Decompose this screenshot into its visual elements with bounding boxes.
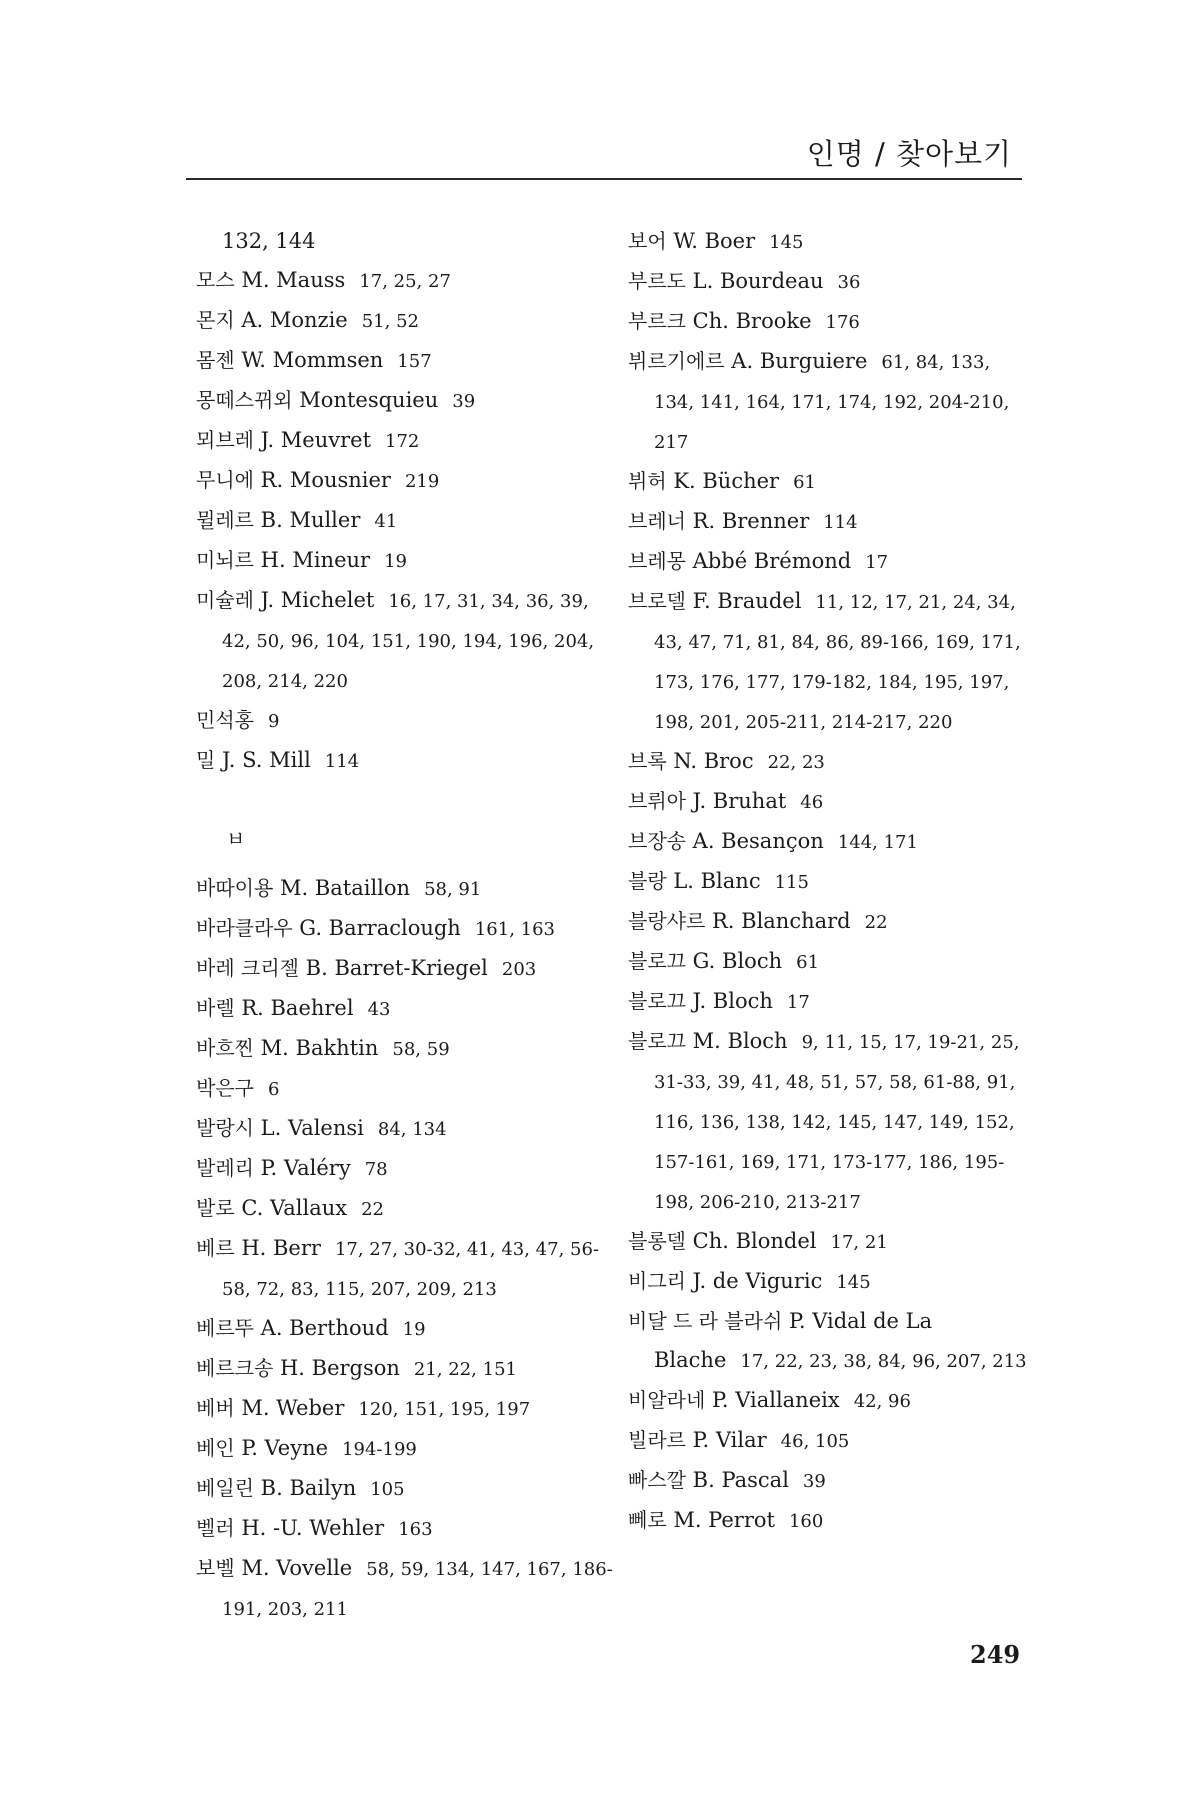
- entry-page-refs: 115: [774, 872, 809, 893]
- entry-page-refs: 22: [864, 912, 888, 933]
- section-letter: ㅂ: [226, 827, 246, 851]
- entry-original-name: A. Berthoud: [260, 1316, 389, 1340]
- entry-original-name: H. Berr: [241, 1236, 321, 1260]
- entry-korean-name: 발레리: [196, 1156, 254, 1180]
- entry-korean-name: 베르뚜: [196, 1316, 254, 1340]
- entry-korean-name: 미슐레: [196, 588, 254, 612]
- entry-page-refs: 58, 59: [392, 1039, 450, 1060]
- entry-page-refs: 21, 22, 151: [413, 1359, 517, 1380]
- entry-korean-name: 베일린: [196, 1476, 254, 1500]
- entry-korean-name: 브레몽: [628, 549, 686, 573]
- entry-original-name: Montesquieu: [299, 388, 439, 412]
- header-title: 인명 / 찾아보기: [806, 137, 1012, 171]
- index-entry: [628, 942, 1028, 982]
- entry-page-refs: 43: [367, 999, 391, 1020]
- index-entries-b: [196, 869, 616, 1629]
- entry-page-refs: 46, 105: [780, 1431, 850, 1452]
- entry-original-name: B. Muller: [260, 508, 361, 532]
- entry-page-refs: 172: [385, 431, 420, 452]
- entry-korean-name: 모스: [196, 268, 235, 292]
- entry-korean-name: 보어: [628, 229, 667, 253]
- entry-korean-name: 블랑샤르: [628, 909, 706, 933]
- index-entry: [628, 502, 1028, 542]
- entry-original-name: P. Viallaneix: [711, 1388, 840, 1412]
- entry-original-name: P. Vidal de La Blache: [654, 1309, 933, 1372]
- entry-original-name: M. Bakhtin: [260, 1036, 379, 1060]
- entry-page-refs: 58, 59, 134, 147, 167, 186-191, 203, 211: [222, 1559, 613, 1620]
- entry-korean-name: 바렐: [196, 996, 235, 1020]
- index-entry: [196, 1509, 616, 1549]
- index-entry: [196, 869, 616, 909]
- entry-page-refs: 203: [501, 959, 537, 980]
- entry-original-name: Abbé Brémond: [692, 549, 852, 573]
- index-entry: [628, 822, 1028, 862]
- index-entry: [628, 782, 1028, 822]
- index-entry: [196, 1109, 616, 1149]
- entry-korean-name: 뷔르기에르: [628, 349, 725, 373]
- index-entry: [196, 741, 616, 781]
- index-entry: [628, 1022, 1028, 1222]
- entry-page-refs: 144, 171: [837, 832, 918, 853]
- entry-page-refs: 17, 27, 30-32, 41, 43, 47, 56-58, 72, 83, 115, 207, 209, 213: [222, 1239, 599, 1300]
- entry-original-name: L. Valensi: [260, 1116, 364, 1140]
- entry-page-refs: 163: [398, 1519, 433, 1540]
- entry-korean-name: 브장송: [628, 829, 686, 853]
- entry-korean-name: 무니에: [196, 468, 254, 492]
- entry-page-refs: 176: [825, 312, 860, 333]
- entry-original-name: J. Michelet: [260, 588, 375, 612]
- index-entry: [196, 909, 616, 949]
- page-number: 249: [970, 1640, 1021, 1669]
- entry-korean-name: 비달 드 라 블라쉬: [628, 1309, 783, 1333]
- entry-korean-name: 뻬로: [628, 1508, 667, 1532]
- index-entry: [196, 261, 616, 301]
- entry-korean-name: 박은구: [196, 1076, 254, 1100]
- index-entry: [628, 1461, 1028, 1501]
- index-entry: [628, 222, 1028, 262]
- entry-original-name: P. Vilar: [692, 1428, 767, 1452]
- entry-original-name: G. Bloch: [692, 949, 783, 973]
- entry-original-name: M. Weber: [241, 1396, 345, 1420]
- index-entry: [628, 1222, 1028, 1262]
- entry-original-name: M. Perrot: [673, 1508, 775, 1532]
- entry-page-refs: 11, 12, 17, 21, 24, 34, 43, 47, 71, 81, 84, 86, 89-166, 169, 171, 173, 176, 177, 179-182, 184, 195, 197, 198, 201, 205-211, 214-217, 220: [654, 592, 1021, 733]
- index-entry: [196, 1349, 616, 1389]
- entry-page-refs: 41: [374, 511, 398, 532]
- entry-korean-name: 부르도: [628, 269, 686, 293]
- entry-original-name: W. Boer: [673, 229, 756, 253]
- entry-korean-name: 블로끄: [628, 949, 686, 973]
- entry-korean-name: 뷔허: [628, 469, 667, 493]
- entry-original-name: M. Bloch: [692, 1029, 788, 1053]
- entry-korean-name: 밀: [196, 748, 216, 772]
- entry-page-refs: 6: [267, 1079, 280, 1100]
- entry-korean-name: 블로끄: [628, 1029, 686, 1053]
- index-entry: [196, 1389, 616, 1429]
- entry-korean-name: 블롱델: [628, 1229, 686, 1253]
- entry-korean-name: 몽떼스뀌외: [196, 388, 293, 412]
- entry-korean-name: 빌라르: [628, 1428, 686, 1452]
- entry-page-refs: 22, 23: [767, 752, 825, 773]
- entry-original-name: Ch. Blondel: [692, 1229, 817, 1253]
- entry-korean-name: 발로: [196, 1196, 235, 1220]
- index-entry: [196, 701, 616, 741]
- entry-page-refs: 78: [364, 1159, 388, 1180]
- entry-page-refs: 157: [397, 351, 432, 372]
- entry-page-refs: 17, 21: [830, 1232, 888, 1253]
- entry-korean-name: 베인: [196, 1436, 235, 1460]
- entry-korean-name: 보벨: [196, 1556, 235, 1580]
- index-entry: [628, 1302, 1028, 1381]
- index-entry: [628, 462, 1028, 502]
- index-entry: [628, 302, 1028, 342]
- entry-korean-name: 미뇌르: [196, 548, 254, 572]
- left-column: [196, 222, 616, 1629]
- entry-korean-name: 비그리: [628, 1269, 686, 1293]
- entry-page-refs: 58, 91: [424, 879, 482, 900]
- entry-original-name: P. Veyne: [241, 1436, 329, 1460]
- entry-korean-name: 바라클라우: [196, 916, 293, 940]
- entry-page-refs: 145: [836, 1272, 871, 1293]
- index-entry: [196, 1029, 616, 1069]
- index-entry: [196, 541, 616, 581]
- entry-page-refs: 114: [823, 512, 858, 533]
- entry-korean-name: 몬지: [196, 308, 235, 332]
- entry-page-refs: 194-199: [342, 1439, 417, 1460]
- entry-korean-name: 베르크송: [196, 1356, 274, 1380]
- index-entry: [196, 1229, 616, 1309]
- entry-original-name: G. Barraclough: [299, 916, 461, 940]
- entry-original-name: B. Pascal: [692, 1468, 789, 1492]
- entry-korean-name: 베버: [196, 1396, 235, 1420]
- index-entry: [628, 862, 1028, 902]
- index-entry: [196, 341, 616, 381]
- entry-page-refs: 105: [370, 1479, 405, 1500]
- index-entry: [196, 301, 616, 341]
- entry-page-refs: 39: [452, 391, 476, 412]
- entry-page-refs: 36: [837, 272, 861, 293]
- entry-original-name: H. Bergson: [279, 1356, 400, 1380]
- entry-page-refs: 160: [788, 1511, 824, 1532]
- entry-page-refs: 39: [802, 1471, 826, 1492]
- index-entry: [196, 949, 616, 989]
- entry-page-refs: 114: [324, 751, 360, 772]
- entry-original-name: J. Meuvret: [260, 428, 372, 452]
- index-entry: [196, 1189, 616, 1229]
- index-entry: [196, 1069, 616, 1109]
- entry-page-refs: 19: [384, 551, 407, 572]
- entry-page-refs: 17, 22, 23, 38, 84, 96, 207, 213: [740, 1351, 1027, 1372]
- right-column: [628, 222, 1028, 1541]
- index-entry: [628, 542, 1028, 582]
- entry-korean-name: 바레 크리젤: [196, 956, 299, 980]
- entry-korean-name: 뫼브레: [196, 428, 254, 452]
- index-entry: [628, 1501, 1028, 1541]
- entry-page-refs: 61, 84, 133, 134, 141, 164, 171, 174, 192, 204-210, 217: [654, 352, 1010, 453]
- entry-page-refs: 9: [267, 711, 280, 732]
- entry-page-refs: 84, 134: [377, 1119, 447, 1140]
- index-entry: [628, 1421, 1028, 1461]
- entry-page-refs: 61: [793, 472, 816, 493]
- entry-korean-name: 비알라네: [628, 1388, 706, 1412]
- index-entry: [196, 1429, 616, 1469]
- index-entry: [196, 501, 616, 541]
- entry-korean-name: 몸젠: [196, 348, 235, 372]
- index-entry: [196, 581, 616, 701]
- entry-original-name: R. Baehrel: [241, 996, 354, 1020]
- entry-original-name: K. Bücher: [673, 469, 780, 493]
- entry-original-name: J. S. Mill: [222, 748, 311, 772]
- entry-page-refs: 16, 17, 31, 34, 36, 39, 42, 50, 96, 104, 151, 190, 194, 196, 204, 208, 214, 220: [222, 591, 595, 692]
- running-header: [186, 128, 1022, 180]
- index-entry: [628, 1381, 1028, 1421]
- entry-original-name: B. Bailyn: [260, 1476, 357, 1500]
- entry-korean-name: 블로끄: [628, 989, 686, 1013]
- index-entry: [628, 342, 1028, 462]
- index-entry: [196, 1149, 616, 1189]
- index-entry: [628, 1262, 1028, 1302]
- entry-korean-name: 부르크: [628, 309, 686, 333]
- entry-page-refs: 17, 25, 27: [359, 271, 451, 292]
- index-entry: [628, 902, 1028, 942]
- entry-korean-name: 민석홍: [196, 708, 254, 732]
- entry-korean-name: 브록: [628, 749, 667, 773]
- entry-original-name: A. Monzie: [241, 308, 348, 332]
- section-gap: [196, 781, 616, 820]
- entry-original-name: J. de Viguric: [692, 1269, 823, 1293]
- index-entry: [628, 262, 1028, 302]
- entry-original-name: N. Broc: [673, 749, 754, 773]
- entry-original-name: P. Valéry: [260, 1156, 351, 1180]
- index-entry: [628, 982, 1028, 1022]
- entry-page-refs: 46: [800, 792, 824, 813]
- entry-page-refs: 22: [361, 1199, 384, 1220]
- index-entry: [196, 989, 616, 1029]
- index-entry: [628, 582, 1028, 742]
- entry-korean-name: 바흐찐: [196, 1036, 254, 1060]
- entry-page-refs: 51, 52: [361, 311, 419, 332]
- entry-korean-name: 브뤼아: [628, 789, 686, 813]
- entry-page-refs: 9, 11, 15, 17, 19-21, 25, 31-33, 39, 41, 48, 51, 57, 58, 61-88, 91, 116, 136, 138, 142, 145, 147, 149, 152, 157-161, 169, 171, 173-177, 186, 195-198, 206-210, 213-217: [654, 1032, 1020, 1213]
- entry-korean-name: 벨러: [196, 1516, 235, 1540]
- entry-original-name: H. Mineur: [260, 548, 371, 572]
- index-entry: [196, 421, 616, 461]
- entry-original-name: R. Blanchard: [711, 909, 851, 933]
- entry-original-name: A. Burguiere: [731, 349, 868, 373]
- entry-korean-name: 발랑시: [196, 1116, 254, 1140]
- entry-korean-name: 블랑: [628, 869, 667, 893]
- entry-korean-name: 빠스깔: [628, 1468, 686, 1492]
- entry-original-name: J. Bruhat: [692, 789, 787, 813]
- entry-korean-name: 바따이용: [196, 876, 274, 900]
- entry-original-name: C. Vallaux: [241, 1196, 348, 1220]
- entry-page-refs: 17: [786, 992, 810, 1013]
- continuation-pages: 132, 144: [222, 229, 316, 253]
- index-entries-m: [196, 261, 616, 781]
- index-entry: [628, 742, 1028, 782]
- entry-original-name: M. Mauss: [241, 268, 346, 292]
- index-entry: [196, 461, 616, 501]
- entry-original-name: J. Bloch: [692, 989, 773, 1013]
- index-entry: [196, 1469, 616, 1509]
- entry-original-name: A. Besançon: [692, 829, 824, 853]
- entry-original-name: M. Vovelle: [241, 1556, 353, 1580]
- entry-original-name: R. Brenner: [692, 509, 810, 533]
- entry-korean-name: 브로델: [628, 589, 686, 613]
- entry-korean-name: 베르: [196, 1236, 235, 1260]
- entry-original-name: M. Bataillon: [279, 876, 411, 900]
- entry-page-refs: 219: [404, 471, 440, 492]
- entry-page-refs: 145: [769, 232, 804, 253]
- entry-original-name: L. Blanc: [673, 869, 761, 893]
- entry-page-refs: 17: [865, 552, 889, 573]
- entry-korean-name: 브레너: [628, 509, 686, 533]
- entry-original-name: H. -U. Wehler: [241, 1516, 385, 1540]
- entry-page-refs: 61: [796, 952, 820, 973]
- index-entry: [196, 1309, 616, 1349]
- entry-korean-name: 뮐레르: [196, 508, 254, 532]
- index-entry: [196, 381, 616, 421]
- entry-page-refs: 42, 96: [853, 1391, 911, 1412]
- index-entry: [196, 1549, 616, 1629]
- entry-original-name: F. Braudel: [692, 589, 802, 613]
- entry-original-name: W. Mommsen: [241, 348, 384, 372]
- entry-page-refs: 19: [402, 1319, 426, 1340]
- index-entries-right: [628, 222, 1028, 1541]
- entry-page-refs: 161, 163: [474, 919, 555, 940]
- entry-original-name: L. Bourdeau: [692, 269, 824, 293]
- entry-original-name: R. Mousnier: [260, 468, 391, 492]
- entry-original-name: B. Barret-Kriegel: [305, 956, 488, 980]
- entry-original-name: Ch. Brooke: [692, 309, 812, 333]
- entry-page-refs: 120, 151, 195, 197: [358, 1399, 531, 1420]
